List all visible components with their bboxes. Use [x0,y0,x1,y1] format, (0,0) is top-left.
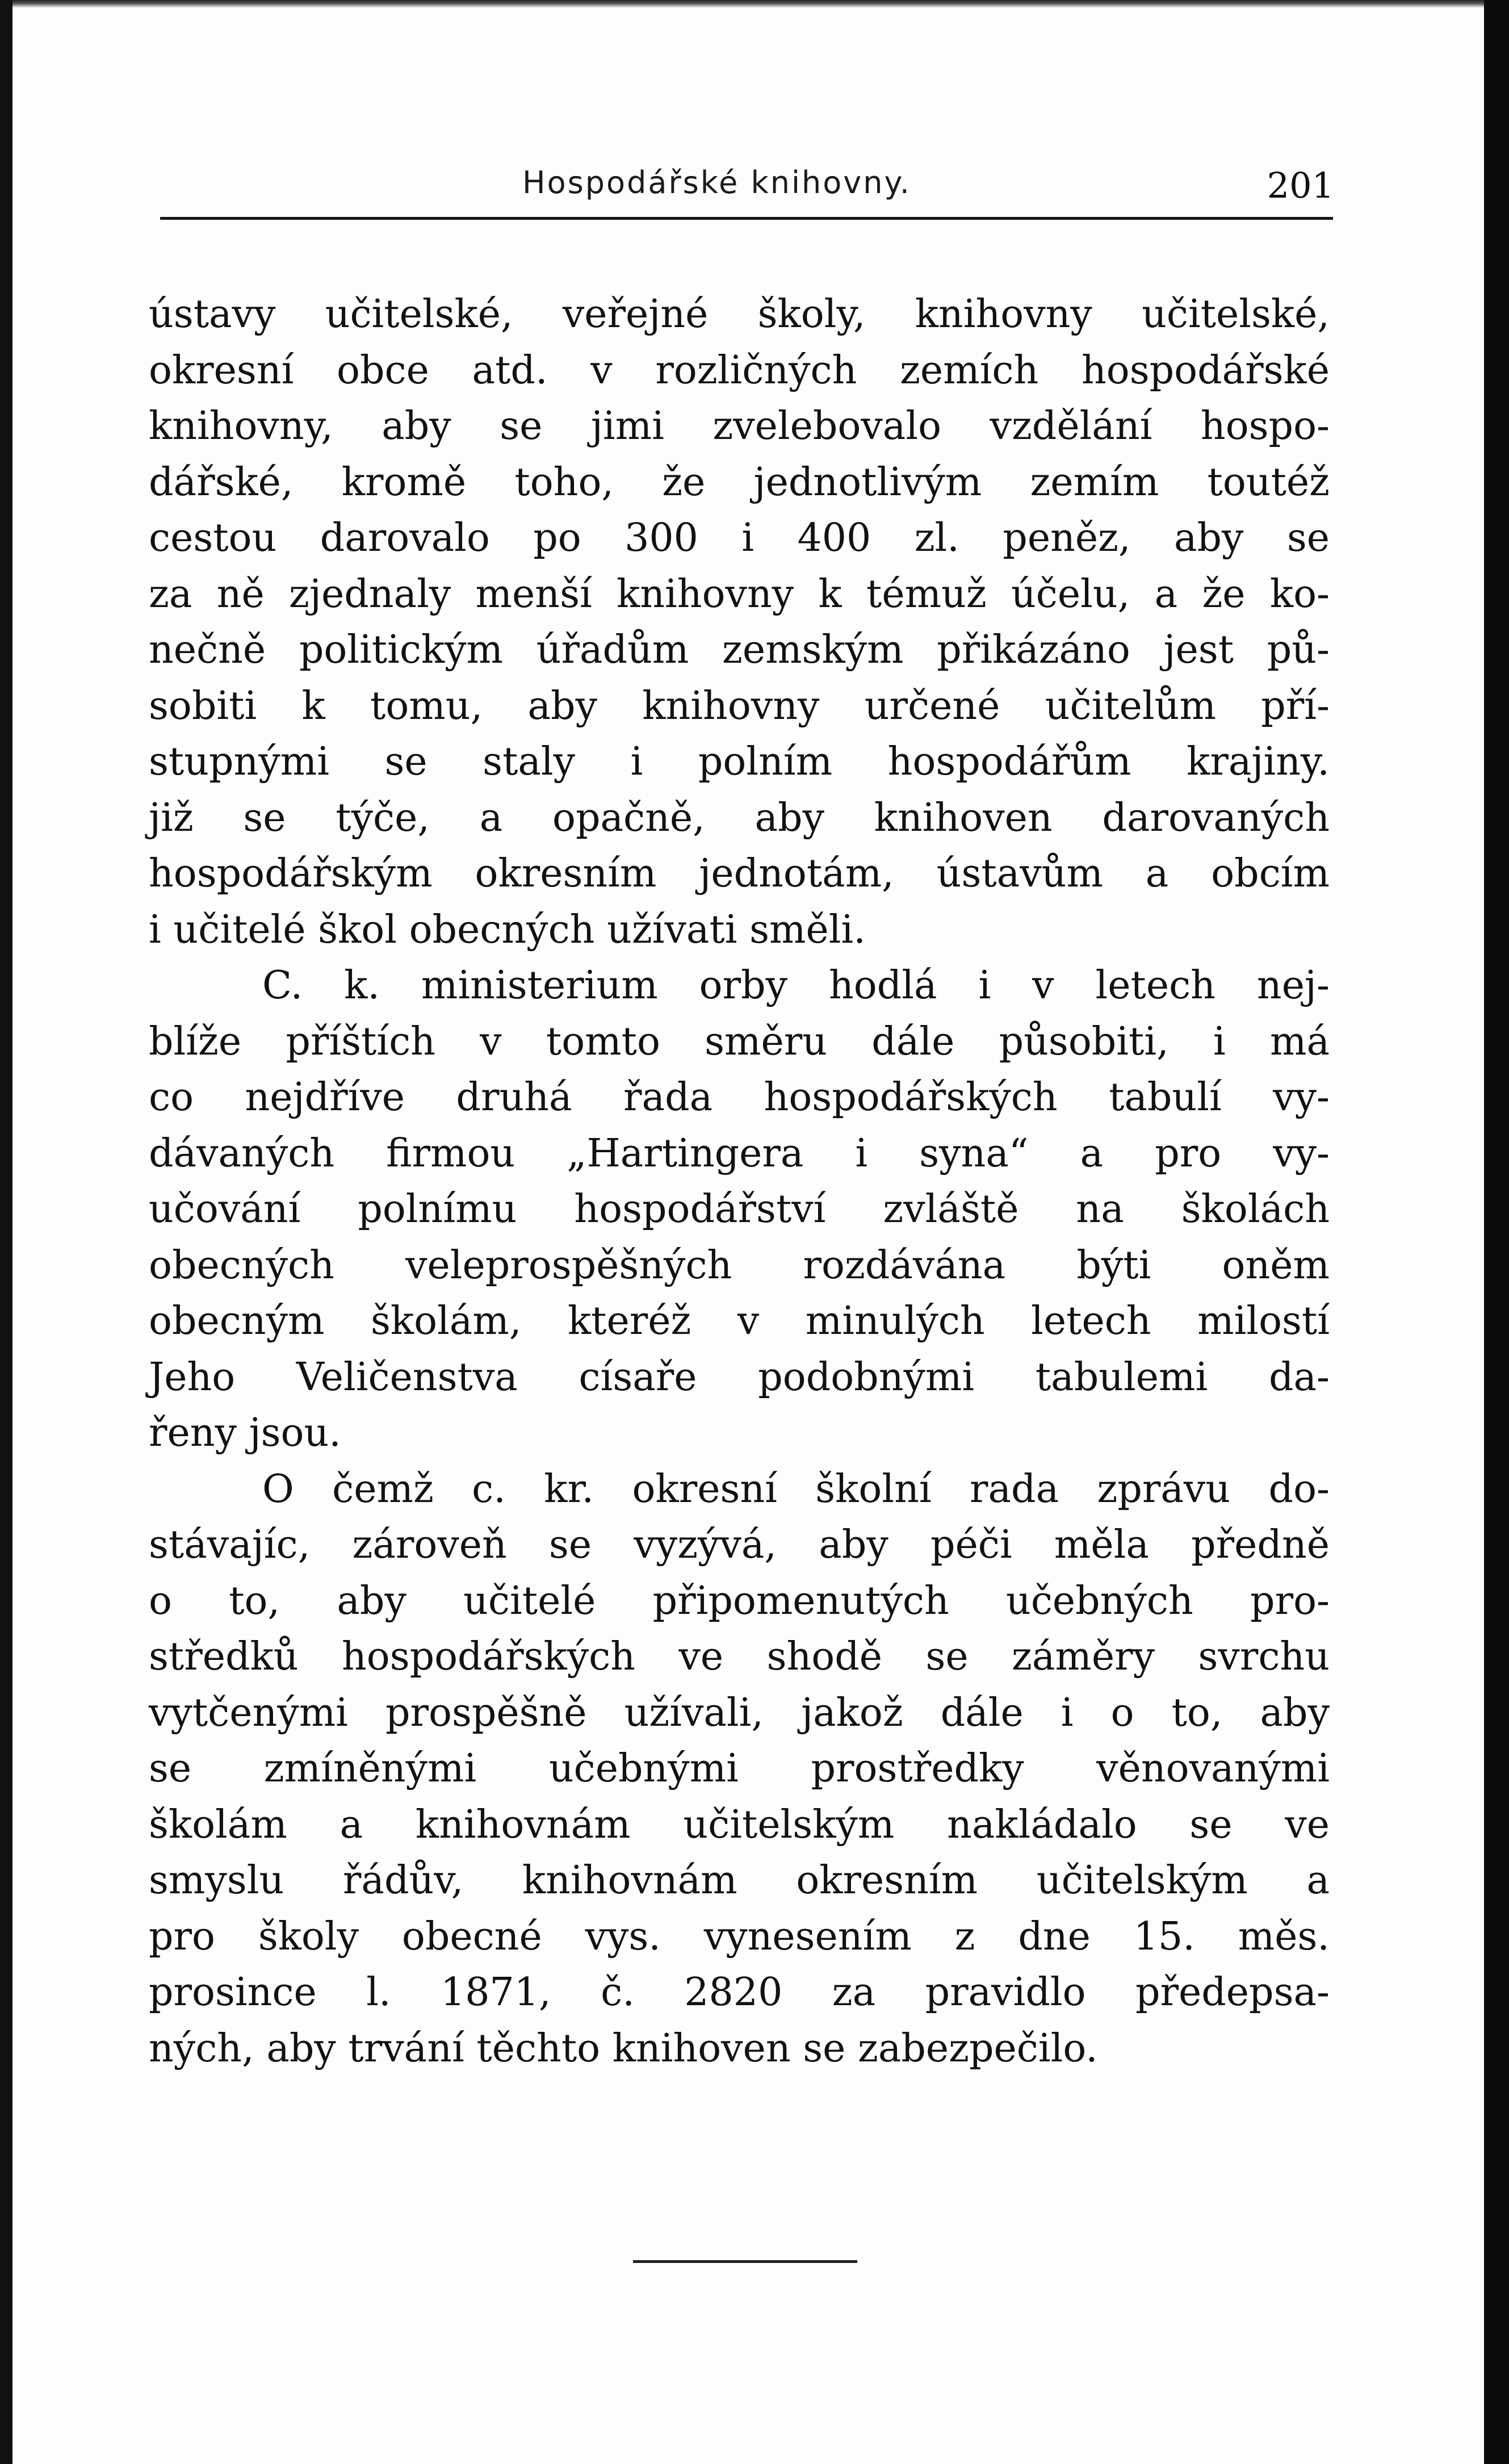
text-line: O čemž c. kr. okresní školní rada zprávu do- [262,1466,1330,1512]
header-rule [160,217,1333,220]
scan-edge-right [1484,0,1509,2464]
text-line: dávaných firmou „Hartingera i syna“ a pro vy- [149,1131,1330,1176]
text-line: učování polnímu hospodářství zvláště na školách [149,1187,1330,1232]
text-line: za ně zjednaly menší knihovny k témuž účelu, a že ko- [149,571,1330,617]
text-line: blíže příštích v tomto směru dále působiti, i má [149,1019,1330,1064]
text-line: školám a knihovnám učitelským nakládalo se ve [149,1802,1330,1847]
text-line: vytčenými prospěšně užívali, jakož dále i o to, aby [149,1690,1330,1735]
text-line: řeny jsou. [149,1411,341,1455]
text-line: okresní obce atd. v rozličných zemích hospodářské [149,348,1330,393]
text-line: ných, aby trvání těchto knihoven se zabezpečilo. [149,2026,1098,2071]
scan-edge-top [0,0,1509,8]
body-text [149,287,1330,2077]
text-line: i učitelé škol obecných užívati směli. [149,907,866,952]
text-line: prosince l. 1871, č. 2820 za pravidlo předepsa- [149,1970,1330,2015]
text-line: Jeho Veličenstva císaře podobnými tabulemi da- [149,1354,1330,1400]
end-rule [633,2260,857,2263]
text-line: se zmíněnými učebnými prostředky věnovanými [149,1746,1330,1791]
text-line: stávajíc, zároveň se vyzývá, aby péči měla předně [149,1522,1330,1567]
text-line: ústavy učitelské, veřejné školy, knihovny učitelské, [149,292,1330,337]
page-number: 201 [1267,165,1334,206]
paragraph-3 [149,1462,1330,2077]
text-line: sobiti k tomu, aby knihovny určené učitelům pří- [149,683,1330,729]
text-line: středků hospodářských ve shodě se záměry svrchu [149,1634,1330,1679]
text-line: cestou darovalo po 300 i 400 zl. peněz, aby se [149,516,1330,560]
text-line: obecných veleprospěšných rozdávána býti oněm [149,1243,1330,1288]
text-line: C. k. ministerium orby hodlá i v letech nej- [262,963,1330,1008]
text-line: stupnými se staly i polním hospodářům krajiny. [149,739,1330,784]
running-title: Hospodářské knihovny. [522,165,911,200]
text-line: smyslu řádův, knihovnám okresním učitelským a [149,1858,1330,1903]
text-line: pro školy obecné vys. vynesením z dne 15. měs. [149,1914,1330,1959]
text-line: nečně politickým úřadům zemským přikázáno jest pů- [149,627,1330,672]
text-line: co nejdříve druhá řada hospodářských tabulí vy- [149,1075,1330,1120]
text-line: hospodářským okresním jednotám, ústavům a obcím [149,851,1330,896]
text-line: knihovny, aby se jimi zvelebovalo vzdělání hospo- [149,404,1330,449]
page-header [153,153,1334,221]
scan-edge-left [0,0,12,2464]
text-line: již se týče, a opačně, aby knihoven darovaných [149,795,1330,840]
text-line: o to, aby učitelé připomenutých učebných pro- [149,1578,1330,1624]
text-line: dářské, kromě toho, že jednotlivým zemím toutéž [149,459,1330,505]
paragraph-1 [149,287,1330,958]
text-line: obecným školám, kteréž v minulých letech milostí [149,1299,1330,1344]
paragraph-2 [149,958,1330,1462]
